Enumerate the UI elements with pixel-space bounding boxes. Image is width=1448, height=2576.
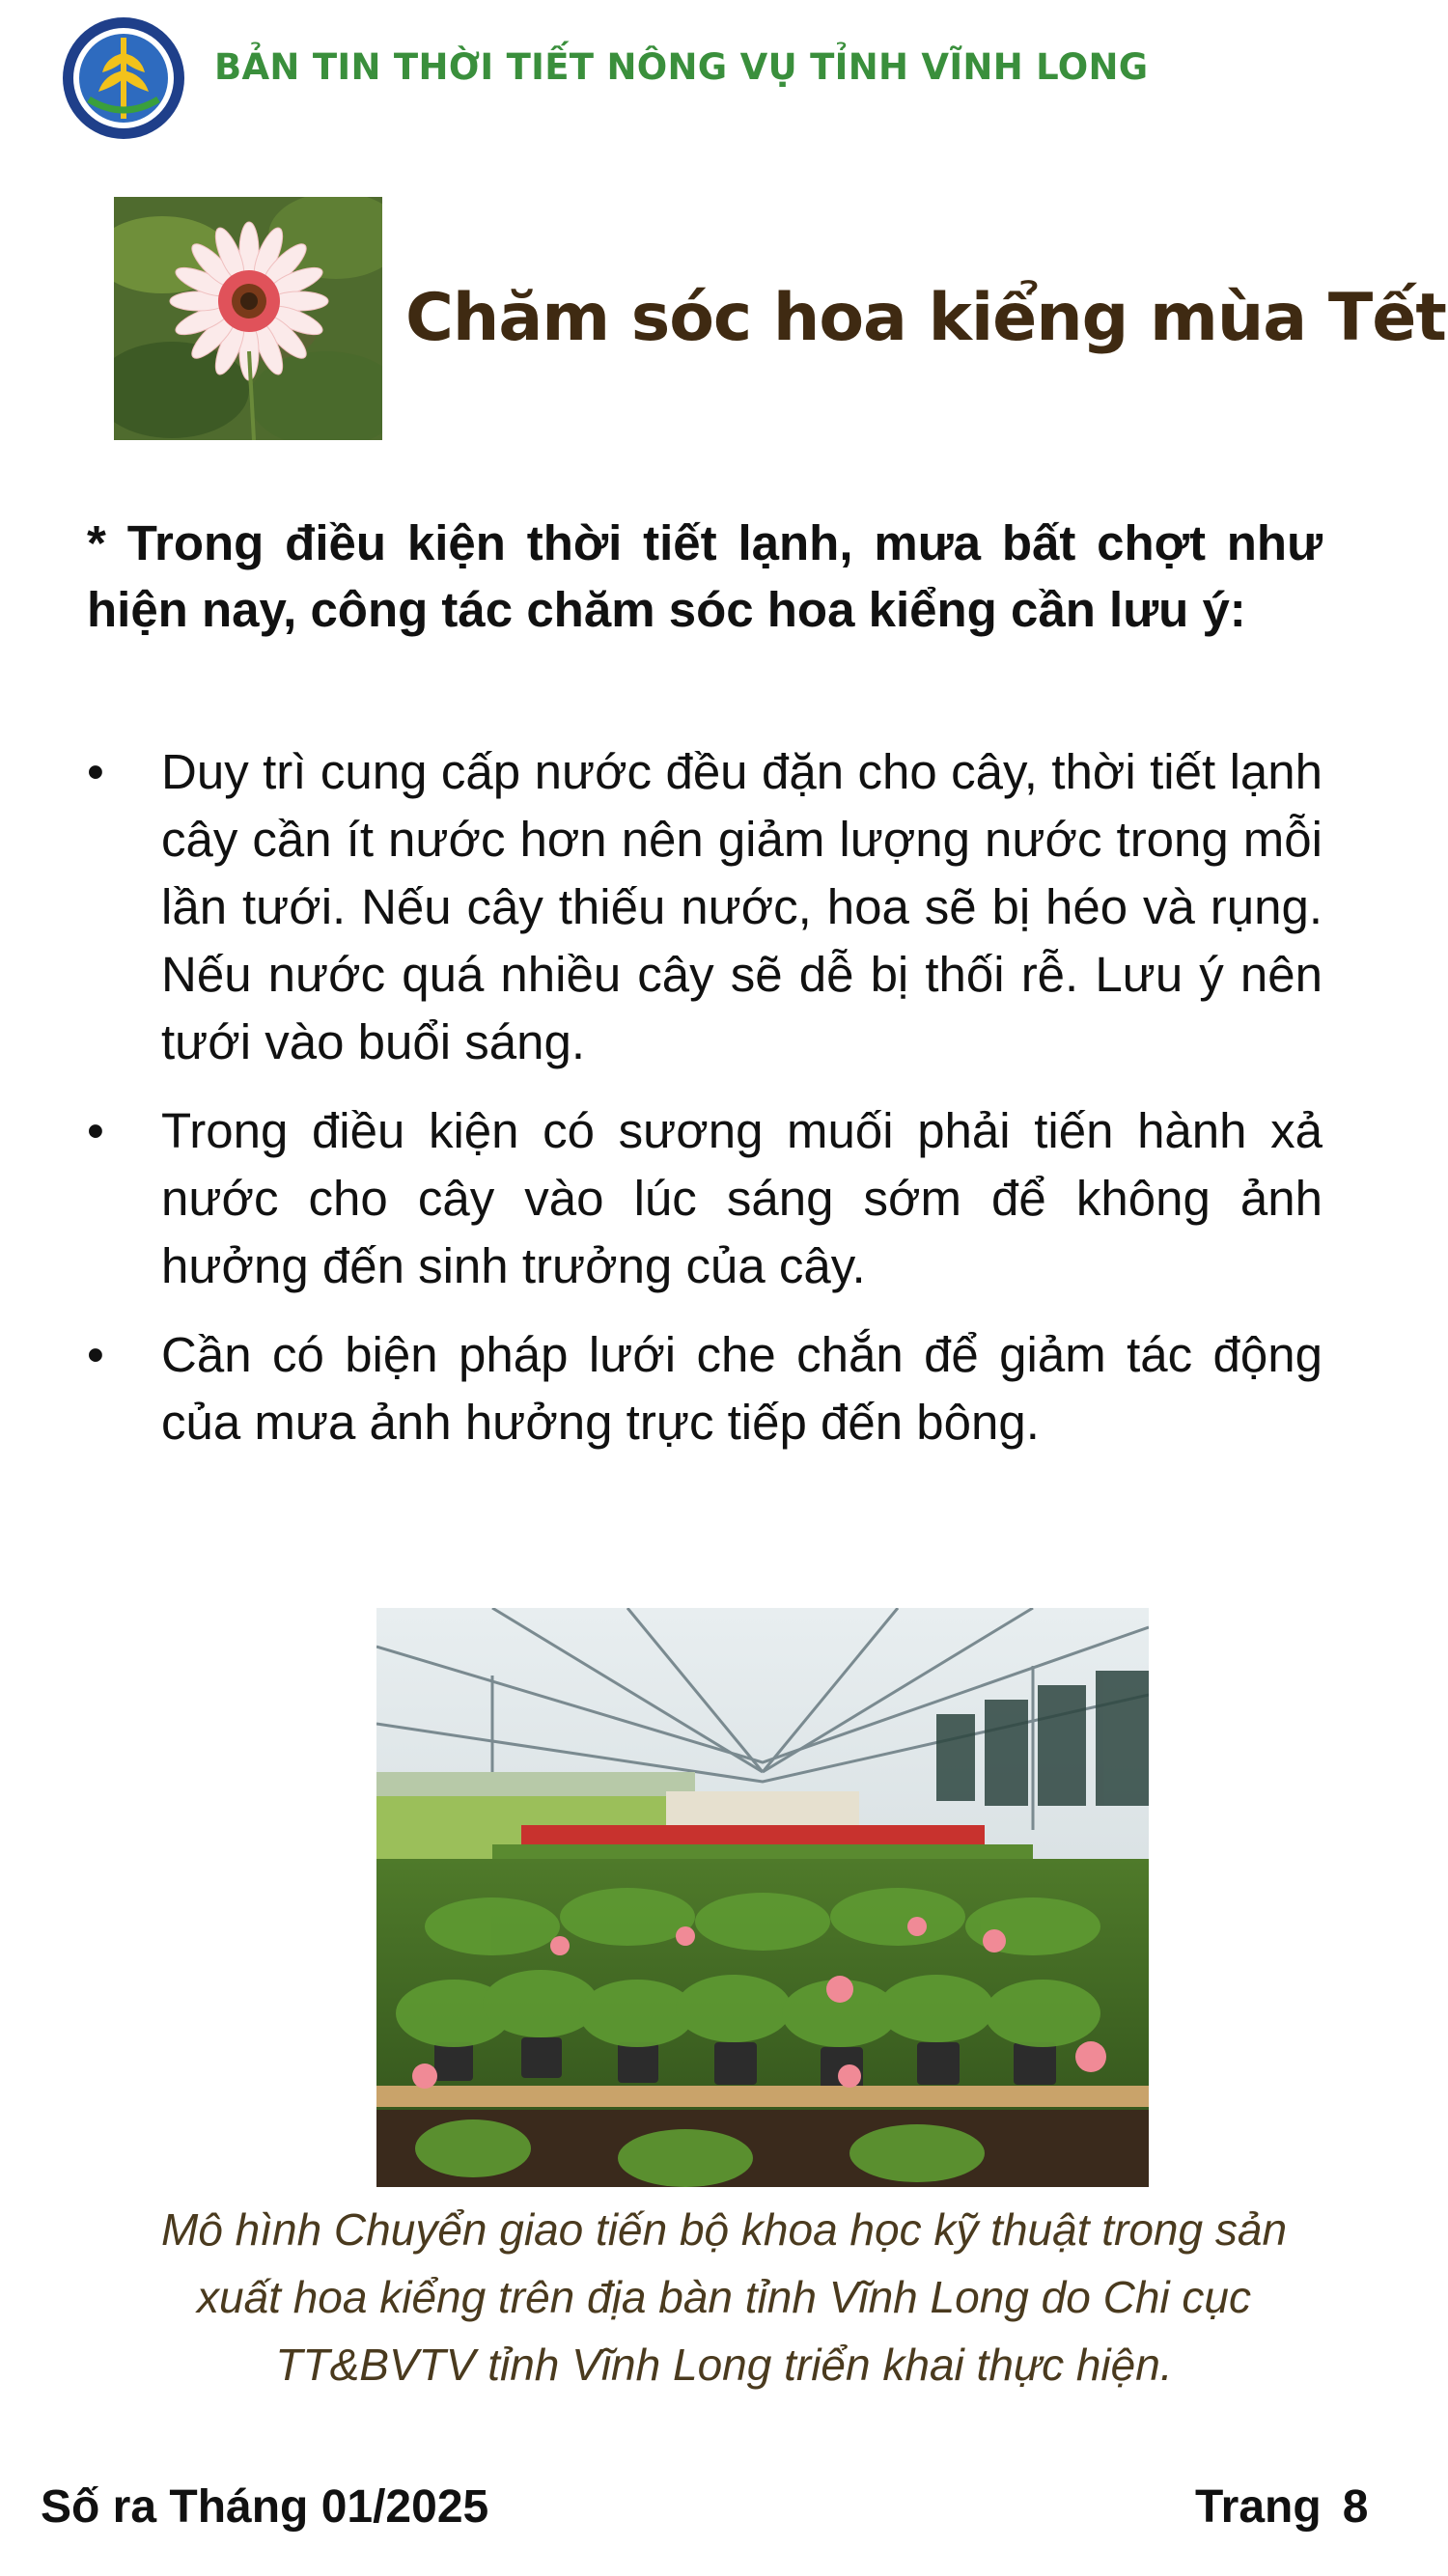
- page-number-label: [1195, 2480, 1368, 2534]
- intro-paragraph: * Trong điều kiện thời tiết lạnh, mưa bất chợt như hiện nay, công tác chăm sóc hoa kiểng cần lưu ý:: [87, 515, 1323, 637]
- list-item-text: Trong điều kiện có sương muối phải tiến hành xả nước cho cây vào lúc sáng sớm để không ảnh hưởng đến sinh trưởng của cây.: [161, 1103, 1323, 1293]
- bullet-icon: •: [87, 744, 104, 799]
- list-item: [87, 1321, 1323, 1456]
- page-number: 8: [1342, 2481, 1369, 2533]
- agency-logo-icon: [60, 14, 187, 142]
- list-item-text: Duy trì cung cấp nước đều đặn cho cây, thời tiết lạnh cây cần ít nước hơn nên giảm lượng nước trong mỗi lần tưới. Nếu cây thiếu nước, hoa sẽ bị héo và rụng. Nếu nước quá nhiều cây sẽ dễ bị thối rễ. Lưu ý nên tưới vào buổi sáng.: [161, 744, 1323, 1069]
- bulletin-header-title: BẢN TIN THỜI TIẾT NÔNG VỤ TỈNH VĨNH LONG: [214, 46, 1149, 88]
- list-item-text: Cần có biện pháp lưới che chắn để giảm tác động của mưa ảnh hưởng trực tiếp đến bông.: [161, 1327, 1323, 1450]
- article-title: Chăm sóc hoa kiểng mùa Tết: [405, 280, 1446, 356]
- bullet-icon: •: [87, 1327, 104, 1382]
- care-tips-list: [87, 738, 1323, 1478]
- list-item: [87, 1097, 1323, 1300]
- bullet-icon: •: [87, 1103, 104, 1158]
- photo-caption: Mô hình Chuyển giao tiến bộ khoa học kỹ thuật trong sản xuất hoa kiểng trên địa bàn tỉnh Vĩnh Long do Chi cục TT&BVTV tỉnh Vĩnh Long triển khai thực hiện.: [160, 2204, 1288, 2390]
- list-item: [87, 738, 1323, 1076]
- greenhouse-flower-photo-icon: [376, 1608, 1149, 2187]
- gerbera-flower-photo-icon: [114, 197, 382, 440]
- page-word: Trang: [1195, 2481, 1322, 2533]
- issue-date-label: Số ra Tháng 01/2025: [41, 2481, 489, 2533]
